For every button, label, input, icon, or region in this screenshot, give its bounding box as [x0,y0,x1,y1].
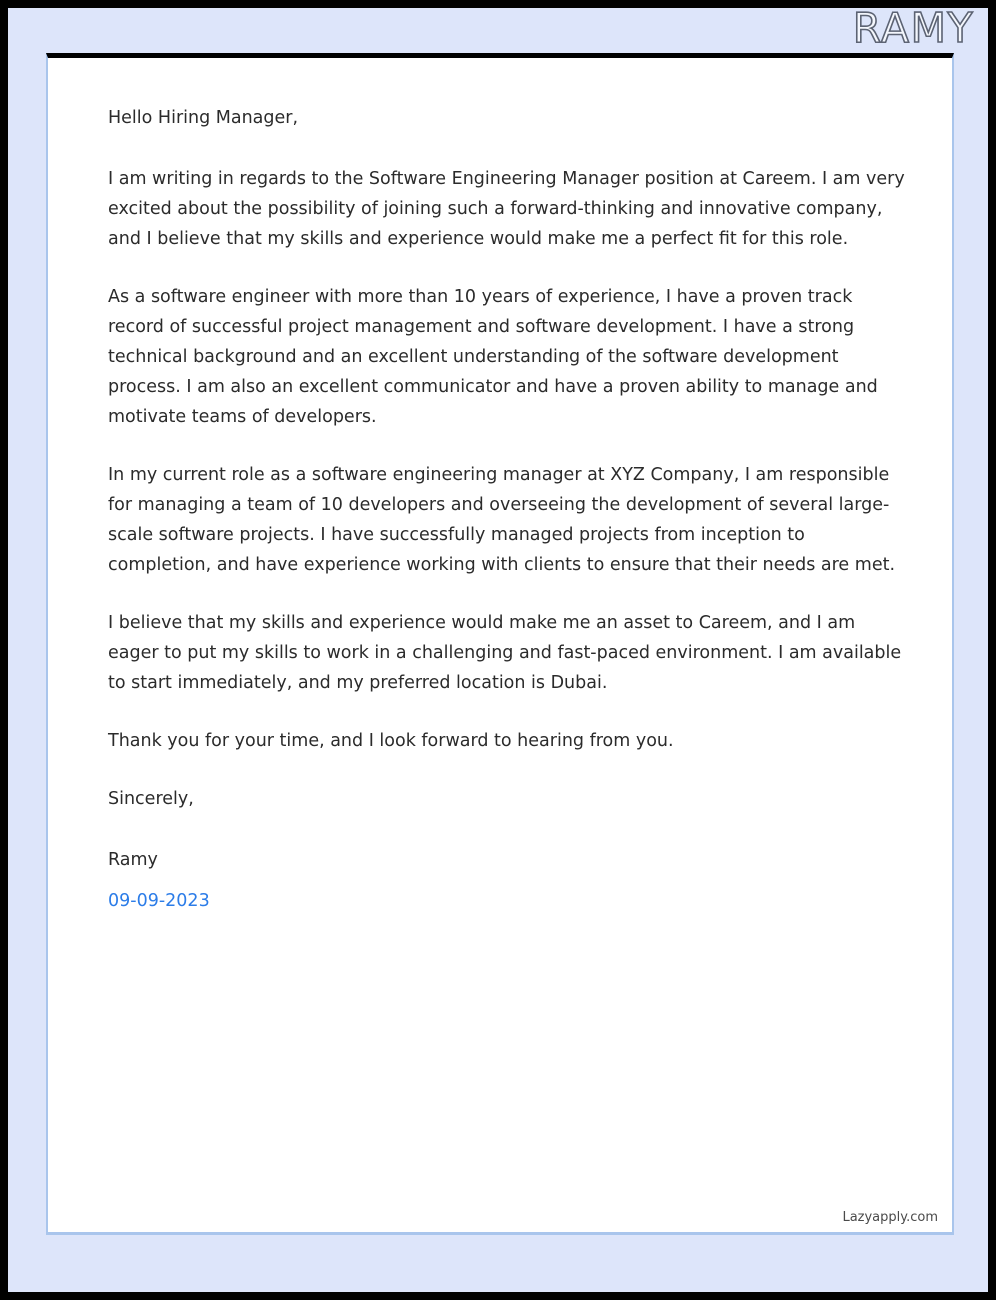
document-header [8,4,988,53]
cover-letter-sheet [46,53,954,1235]
document-page [8,4,988,1292]
signature-date: 09-09-2023 [108,891,210,911]
letter-content [108,103,908,916]
letter-salutation: Hello Hiring Manager, [108,108,299,128]
signature-name: Ramy [108,850,158,870]
letter-closing-thanks: Thank you for your time, and I look forward to hearing from you. [108,731,674,751]
letter-paragraph-2: As a software engineer with more than 10 years of experience, I have a proven track record of successful project management and software development. I have a strong technical background and an excellent understanding of the software development process. I am also an excellent communicator and have a proven ability to manage and motivate teams of developers. [108,287,878,427]
letter-paragraph-4: I believe that my skills and experience would make me an asset to Careem, and I am eager to put my skills to work in a challenging and fast-paced environment. I am available to start immediately, and my preferred location is Dubai. [108,613,902,693]
letter-signoff: Sincerely, [108,789,194,809]
brand-wordmark: RAMY [852,4,974,52]
footer-credit: Lazyapply.com [842,1210,938,1225]
letter-paragraph-1: I am writing in regards to the Software Engineering Manager position at Careem. I am very excited about the possibility of joining such a forward-thinking and innovative company, and I believe that my skills and experience would make me a perfect fit for this role. [108,169,905,249]
letter-paragraph-3: In my current role as a software engineering manager at XYZ Company, I am responsible for managing a team of 10 developers and overseeing the development of several large-scale software projects. I have successfully managed projects from inception to completion, and have experience working with clients to ensure that their needs are met. [108,465,896,575]
